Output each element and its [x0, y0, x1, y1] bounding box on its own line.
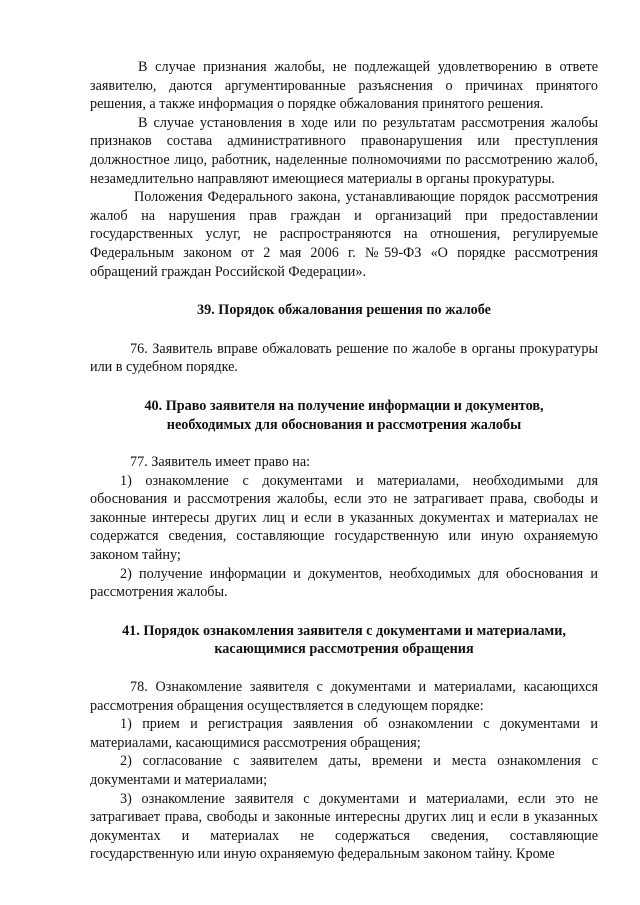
- section-41-heading-line1: 41. Порядок ознакомления заявителя с документами и материалами,: [122, 622, 566, 639]
- paragraph-76: 76. Заявитель вправе обжаловать решение по жалобе в органы прокуратуры или в судебном порядке.: [90, 340, 598, 376]
- paragraph-federal-law-scope: Положения Федерального закона, устанавливающие порядок рассмотрения жалоб на нарушения прав граждан и организаций при предоставлении государственных услуг, не распространяются на отношения, регулируемые Федеральным законом от 2 мая 2006 г. №59-ФЗ «О порядке рассмотрения обращений граждан Российской Федерации».: [90, 189, 598, 280]
- document-page: [90, 58, 598, 864]
- paragraph-complaint-rejected: В случае признания жалобы, не подлежащей удовлетворению в ответе заявителю, даются аргументированные разъяснения о причинах принятого решения, а также информация о порядке обжалования принятого решения.: [90, 59, 598, 113]
- paragraph-77: 77. Заявитель имеет право на:: [130, 454, 311, 471]
- paragraph-77-item-1: 1) ознакомление с документами и материалами, необходимыми для обоснования и рассмотрения жалобы, если это не затрагивает права, свободы и законные интересы других лиц и если в указанных документах и материалах не содержатся сведения, составляющие государственную или иную охраняемую законом тайну;: [90, 472, 598, 564]
- section-39-heading: 39. Порядок обжалования решения по жалобе: [197, 302, 491, 319]
- paragraph-78: 78. Ознакомление заявителя с документами и материалами, касающихся рассмотрения обращения осуществляется в следующем порядке:: [90, 679, 598, 714]
- section-41-heading-line2: касающимися рассмотрения обращения: [214, 641, 474, 658]
- paragraph-77-item-2: 2) получение информации и документов, необходимых для обоснования и рассмотрения жалобы.: [90, 565, 598, 601]
- paragraph-78-item-3: 3) ознакомление заявителя с документами и материалами, если это не затрагивает права, свободы и законные интересны других лиц и если в указанных документах и материалах не содержаться сведения, составляющие государственную или иную охраняемую федеральным законом тайну. Кроме: [90, 790, 598, 863]
- section-40-heading-line2: необходимых для обоснования и рассмотрения жалобы: [166, 416, 522, 433]
- paragraph-78-item-1: 1) прием и регистрация заявления об ознакомлении с документами и материалами, касающимися рассмотрения обращения;: [90, 716, 598, 751]
- section-40-heading-line1: 40. Право заявителя на получение информации и документов,: [144, 397, 544, 414]
- paragraph-offense-detected: В случае установления в ходе или по результатам рассмотрения жалобы признаков состава административного правонарушения или преступления должностное лицо, работник, наделенные полномочиями по рассмотрению жалоб, незамедлительно направляют имеющиеся материалы в органы прокуратуры.: [90, 114, 598, 187]
- paragraph-78-item-2: 2) согласование с заявителем даты, времени и места ознакомления с документами и материалами;: [90, 753, 598, 788]
